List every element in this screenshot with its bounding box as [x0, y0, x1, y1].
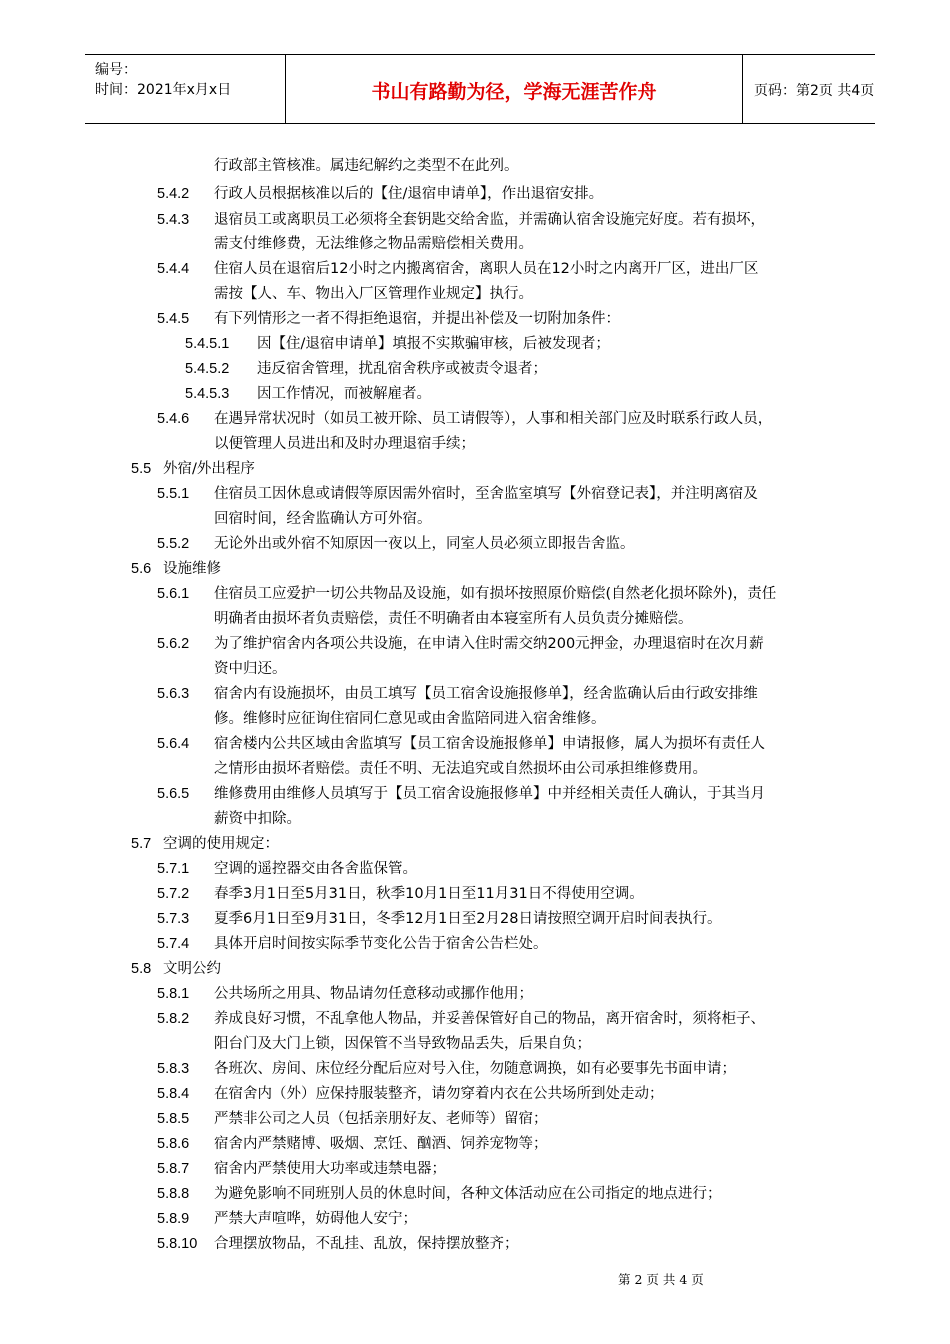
section-number: 5.8.10: [157, 1236, 198, 1252]
section-number: 5.8.7: [157, 1161, 190, 1177]
paragraph-line: 之情形由损坏者赔偿。责任不明、无法追究或自然损坏由公司承担维修费用。: [214, 761, 707, 777]
paragraph-line: 行政人员根据核准以后的【住/退宿申请单】，作出退宿安排。: [214, 186, 604, 202]
paragraph-line: 养成良好习惯，不乱拿他人物品，并妥善保管好自己的物品，离开宿舍时，须将柜子、: [214, 1011, 765, 1027]
section-number: 5.6.4: [157, 736, 190, 752]
section-number: 5.4.5.2: [185, 361, 230, 377]
paragraph-line: 在宿舍内（外）应保持服装整齐，请勿穿着内衣在公共场所到处走动；: [214, 1086, 664, 1102]
document-time-label: 时间：2021年x月x日: [95, 82, 232, 98]
section-number: 5.5.2: [157, 536, 190, 552]
section-number: 5.7.1: [157, 861, 190, 877]
section-number: 5.8.9: [157, 1211, 190, 1227]
document-number-label: 编号：: [95, 62, 137, 78]
section-number: 5.7.2: [157, 886, 190, 902]
paragraph-line: 有下列情形之一者不得拒绝退宿，并提出补偿及一切附加条件：: [214, 311, 620, 327]
paragraph-line: 住宿员工应爱护一切公共物品及设施，如有损坏按照原价赔偿(自然老化损坏除外)，责任: [214, 586, 777, 602]
paragraph-line: 因工作情况，而被解雇者。: [257, 386, 431, 402]
section-number: 5.8.2: [157, 1011, 190, 1027]
paragraph-line: 无论外出或外宿不知原因一夜以上，同室人员必须立即报告舍监。: [214, 536, 635, 552]
paragraph-line: 宿舍内有设施损坏，由员工填写【员工宿舍设施报修单】，经舍监确认后由行政安排维: [214, 686, 758, 702]
header-page-number: 页码：第2页 共4页: [754, 83, 875, 99]
paragraph-line: 回宿时间，经舍监确认方可外宿。: [214, 511, 432, 527]
paragraph-line: 违反宿舍管理，扰乱宿舍秩序或被责令退者；: [257, 361, 547, 377]
paragraph-line: 行政部主管核准。属违纪解约之类型不在此列。: [214, 158, 519, 174]
section-number: 5.8.5: [157, 1111, 190, 1127]
paragraph-line: 需支付维修费，无法维修之物品需赔偿相关费用。: [214, 236, 533, 252]
paragraph-line: 文明公约: [163, 961, 221, 977]
paragraph-line: 严禁大声喧哗，妨碍他人安宁；: [214, 1211, 417, 1227]
page-header: [85, 54, 875, 124]
section-number: 5.4.2: [157, 186, 190, 202]
paragraph-line: 为了维护宿舍内各项公共设施，在申请入住时需交纳200元押金，办理退宿时在次月薪: [214, 636, 764, 652]
paragraph-line: 阳台门及大门上锁，因保管不当导致物品丢失，后果自负；: [214, 1036, 591, 1052]
paragraph-line: 具体开启时间按实际季节变化公告于宿舍公告栏处。: [214, 936, 548, 952]
section-number: 5.6.5: [157, 786, 190, 802]
paragraph-line: 空调的遥控器交由各舍监保管。: [214, 861, 417, 877]
section-number: 5.4.5.3: [185, 386, 230, 402]
section-number: 5.4.6: [157, 411, 190, 427]
section-number: 5.8.8: [157, 1186, 190, 1202]
paragraph-line: 为避免影响不同班别人员的休息时间，各种文体活动应在公司指定的地点进行；: [214, 1186, 722, 1202]
section-number: 5.6: [131, 561, 152, 577]
paragraph-line: 以便管理人员进出和及时办理退宿手续；: [214, 436, 475, 452]
paragraph-line: 住宿员工因休息或请假等原因需外宿时，至舍监室填写【外宿登记表】，并注明离宿及: [214, 486, 758, 502]
paragraph-line: 各班次、房间、床位经分配后应对号入住，勿随意调换，如有必要事先书面申请；: [214, 1061, 736, 1077]
paragraph-line: 空调的使用规定：: [163, 836, 279, 852]
paragraph-line: 宿舍内严禁使用大功率或违禁电器；: [214, 1161, 446, 1177]
header-right-cell: [742, 55, 875, 123]
section-number: 5.8.1: [157, 986, 190, 1002]
paragraph-line: 严禁非公司之人员（包括亲朋好友、老师等）留宿；: [214, 1111, 548, 1127]
header-left-cell: [85, 55, 285, 123]
section-number: 5.8.3: [157, 1061, 190, 1077]
section-number: 5.6.3: [157, 686, 190, 702]
paragraph-line: 宿舍内严禁赌博、吸烟、烹饪、酗酒、饲养宠物等；: [214, 1136, 548, 1152]
paragraph-line: 薪资中扣除。: [214, 811, 301, 827]
section-number: 5.8.6: [157, 1136, 190, 1152]
section-number: 5.4.4: [157, 261, 190, 277]
section-number: 5.8: [131, 961, 152, 977]
paragraph-line: 维修费用由维修人员填写于【员工宿舍设施报修单】中并经相关责任人确认，于其当月: [214, 786, 765, 802]
paragraph-line: 合理摆放物品，不乱挂、乱放，保持摆放整齐；: [214, 1236, 519, 1252]
paragraph-line: 设施维修: [163, 561, 221, 577]
section-number: 5.4.5: [157, 311, 190, 327]
section-number: 5.4.5.1: [185, 336, 230, 352]
section-number: 5.7: [131, 836, 152, 852]
section-number: 5.7.3: [157, 911, 190, 927]
section-number: 5.5: [131, 461, 152, 477]
paragraph-line: 明确者由损坏者负责赔偿，责任不明确者由本寝室所有人员负责分摊赔偿。: [214, 611, 693, 627]
section-number: 5.6.2: [157, 636, 190, 652]
section-number: 5.6.1: [157, 586, 190, 602]
paragraph-line: 资中归还。: [214, 661, 287, 677]
paragraph-line: 公共场所之用具、物品请勿任意移动或挪作他用；: [214, 986, 533, 1002]
paragraph-line: 春季3月1日至5月31日，秋季10月1日至11月31日不得使用空调。: [214, 886, 644, 902]
paragraph-line: 退宿员工或离职员工必须将全套钥匙交给舍监，并需确认宿舍设施完好度。若有损坏，: [214, 212, 765, 228]
header-motto-cell: [285, 55, 743, 123]
header-motto: 书山有路勤为径，学海无涯苦作舟: [371, 81, 657, 103]
section-number: 5.8.4: [157, 1086, 190, 1102]
paragraph-line: 夏季6月1日至9月31日，冬季12月1日至2月28日请按照空调开启时间表执行。: [214, 911, 722, 927]
page-footer: 第 2 页 共 4 页: [618, 1272, 704, 1287]
paragraph-line: 修。维修时应征询住宿同仁意见或由舍监陪同进入宿舍维修。: [214, 711, 606, 727]
section-number: 5.7.4: [157, 936, 190, 952]
paragraph-line: 外宿/外出程序: [163, 461, 255, 477]
section-number: 5.5.1: [157, 486, 190, 502]
paragraph-line: 需按【人、车、物出入厂区管理作业规定】执行。: [214, 286, 533, 302]
paragraph-line: 因【住/退宿申请单】填报不实欺骗审核，后被发现者；: [257, 336, 610, 352]
section-number: 5.4.3: [157, 212, 190, 228]
paragraph-line: 在遇异常状况时（如员工被开除、员工请假等），人事和相关部门应及时联系行政人员，: [214, 411, 773, 427]
paragraph-line: 宿舍楼内公共区域由舍监填写【员工宿舍设施报修单】申请报修，属人为损坏有责任人: [214, 736, 765, 752]
paragraph-line: 住宿人员在退宿后12小时之内搬离宿舍，离职人员在12小时之内离开厂区，进出厂区: [214, 261, 759, 277]
